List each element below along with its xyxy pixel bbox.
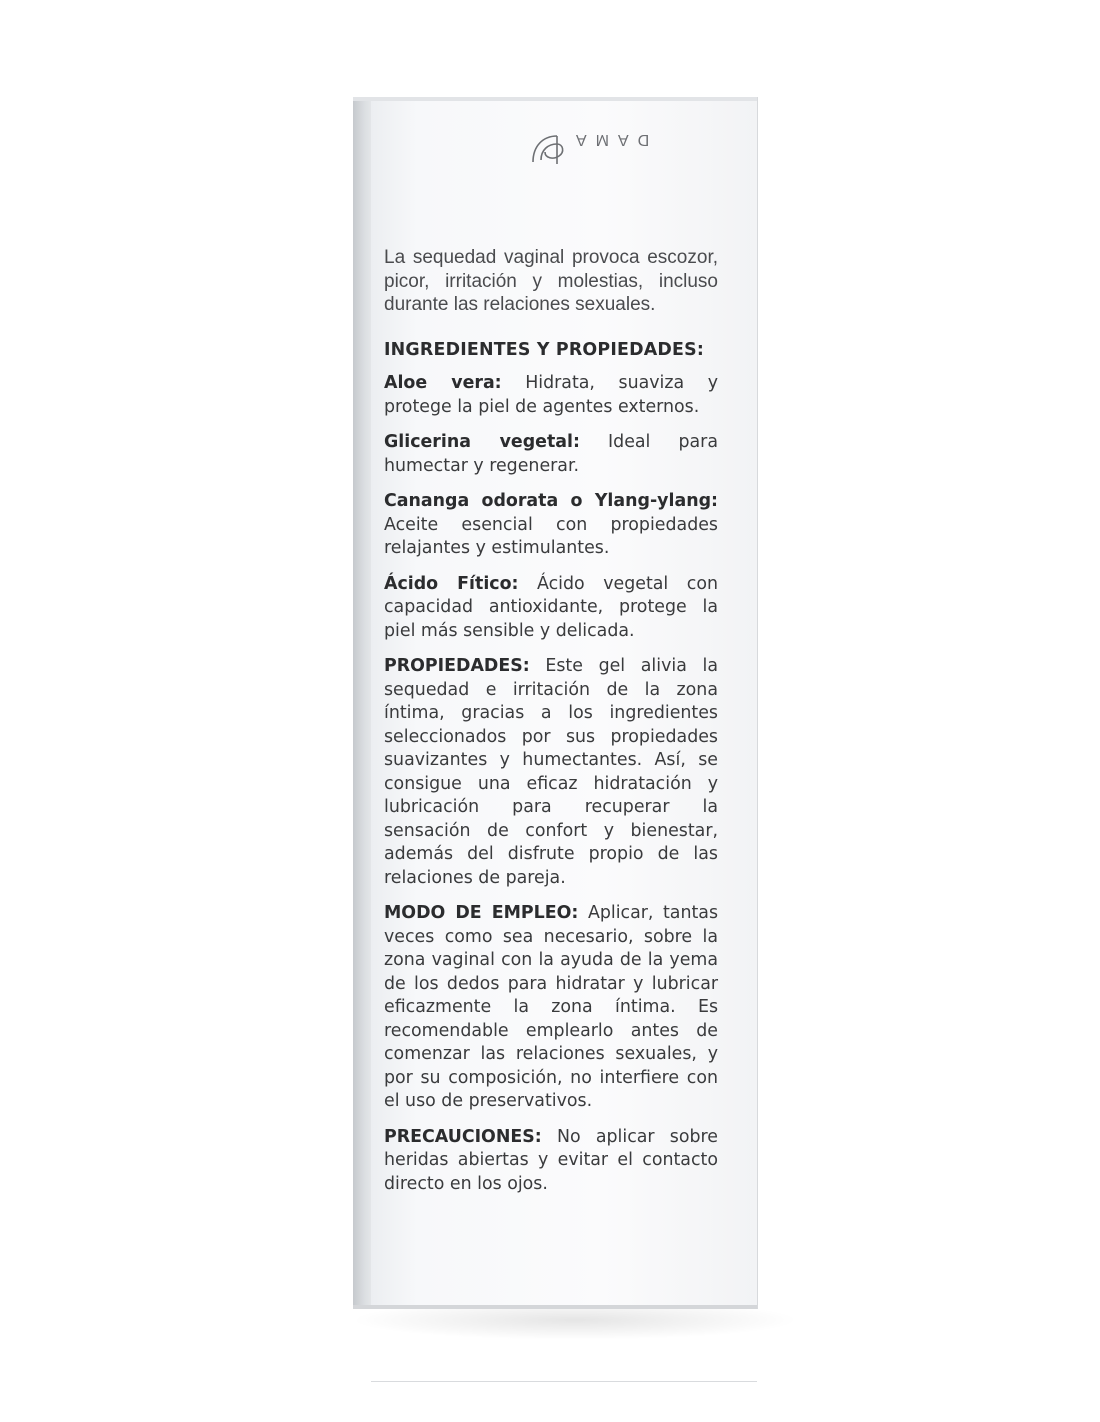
label-text xyxy=(384,246,718,1208)
ingredients-heading: INGREDIENTES Y PROPIEDADES: xyxy=(384,339,704,360)
properties-section xyxy=(384,655,718,890)
usage-term: MODO DE EMPLEO: xyxy=(384,903,579,923)
properties-text: Este gel alivia la sequedad e irritación de la zona íntima, gracias a los ingredientes seleccionados por sus propiedades suavizantes y humectantes. Así, se consigue una eficaz hidratación y lubricación para recuperar la sensación de confort y bienestar, además del disfrute propio de las relaciones de pareja. xyxy=(384,656,718,888)
ingredient-term: Ácido Fítico: xyxy=(384,573,519,594)
ingredient-term: Glicerina vegetal: xyxy=(384,432,580,452)
box-bottom-edge xyxy=(353,1305,757,1309)
box-side-edge xyxy=(353,97,373,1309)
ingredient-text: Ideal para humectar y regenerar. xyxy=(384,432,718,476)
ingredient-term: Aloe vera: xyxy=(384,373,502,393)
precautions-section xyxy=(384,1126,718,1197)
dama-monogram-icon xyxy=(523,124,571,172)
brand-logo xyxy=(495,112,650,182)
ingredient-item xyxy=(384,573,718,644)
ingredient-item xyxy=(384,431,718,478)
precautions-text: No aplicar sobre heridas abiertas y evitar el contacto directo en los ojos. xyxy=(384,1126,718,1194)
properties-term: PROPIEDADES: xyxy=(384,656,530,676)
ingredient-item xyxy=(384,490,718,561)
ingredient-text: Hidrata, suaviza y protege la piel de agentes externos. xyxy=(384,373,718,417)
usage-section xyxy=(384,902,718,1114)
ingredient-term: Cananga odorata o Ylang-ylang: xyxy=(384,491,718,511)
ingredient-item xyxy=(384,372,718,419)
intro-paragraph: La sequedad vaginal provoca escozor, picor, irritación y molestias, incluso durante las relaciones sexuales. xyxy=(384,247,718,315)
box-flap-crease xyxy=(371,1381,757,1382)
box-top-edge xyxy=(353,97,757,101)
usage-text: Aplicar, tantas veces como sea necesario, sobre la zona vaginal con la ayuda de la yema de los dedos para hidratar y lubricar eficazmente la zona íntima. Es recomendable emplearlo antes de comenzar las relaciones sexuales, y por su composición, no interfiere con el uso de preservativos. xyxy=(384,903,719,1111)
precautions-term: PRECAUCIONES: xyxy=(384,1126,542,1147)
ingredient-text: Aceite esencial con propiedades relajantes y estimulantes. xyxy=(384,514,718,558)
brand-name: DAMA xyxy=(567,131,650,148)
ingredient-text: Ácido vegetal con capacidad antioxidante, protege la piel más sensible y delicada. xyxy=(384,573,718,641)
